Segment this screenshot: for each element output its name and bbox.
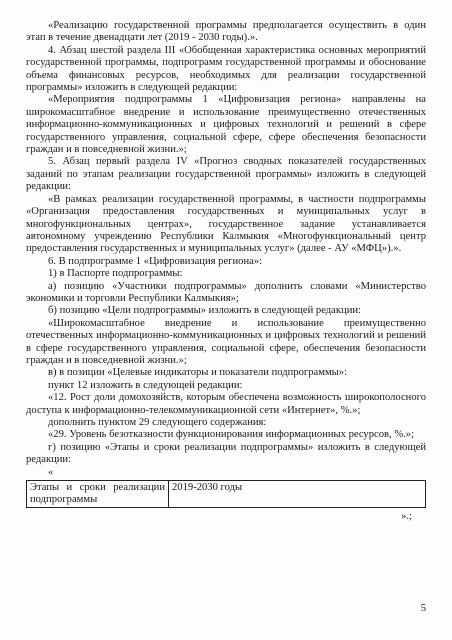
paragraph-add-point-29: дополнить пунктом 29 следующего содержания: <box>48 417 267 428</box>
paragraph-sub-a: а) позицию «Участники подпрограммы» дополнить словами «Министерство экономики и торговли Республики Калмыкия»; <box>26 280 426 304</box>
paragraph-item-6: 6. В подпрограмме 1 «Цифровизация региона»: <box>48 255 263 267</box>
paragraph-sub-b: б) позицию «Цели подпрограммы» изложить в следующей редакции: <box>48 305 361 317</box>
table-label-cell: Этапы и сроки реализации подпрограммы <box>27 480 169 508</box>
paragraph-item-4: 4. Абзац шестой раздела III «Обобщенная характеристика основных мероприятий государственной программы, подпрограмм государственной программы и обоснование объема финансовых ресурсов, необходимых для реализации государственной программы» изложить в следующей редакции: <box>26 44 426 94</box>
paragraph-sub-g: г) позицию «Этапы и сроки реализации подпрограммы» изложить в следующей редакции: <box>26 441 426 466</box>
opening-quote: « <box>48 466 54 478</box>
paragraph-sub-v: в) в позиции «Целевые индикаторы и показатели подпрограммы»: <box>48 367 348 379</box>
paragraph-implementation-period: «Реализацию государственной программы предполагается осуществить в один этап в течение двенадцати лет (2019 - 2030 годы).». <box>26 20 426 44</box>
paragraph-sub-b-text: «Широкомасштабное внедрение и использование преимущественно отечественных информационно-коммуникационных и цифровых технологий и решений в сфере государственного управления, социальной сфере, обеспечения безопасности граждан и в повседневной жизни.»; <box>26 317 426 366</box>
paragraph-point-12-text: «12. Рост доли домохозяйств, которым обеспечена возможность широкополосного доступа к информационно-телекоммуникационной сети «Интернет», %.»; <box>26 392 426 416</box>
paragraph-item-5: 5. Абзац первый раздела IV «Прогноз сводных показателей государственных заданий по этапам реализации государственной программы» изложить в следующей редакции: <box>26 156 426 193</box>
paragraph-point-12: пункт 12 изложить в следующей редакции: <box>48 379 243 391</box>
table-row <box>27 480 426 508</box>
table-value-cell: 2019-2030 годы <box>169 480 426 508</box>
paragraph-point-29-text: «29. Уровень безотказности функционирования информационных ресурсов, %.»; <box>48 429 415 441</box>
paragraph-item-5-text: «В рамках реализации государственной программы, в частности подпрограммы «Организация предоставления государственных и муниципальных услуг в многофункциональных центрах», государственное задание устанавливается автономному учреждению Республики Калмыкия «Многофункциональный центр предоставления государственных и муниципальных услуг» (далее - АУ «МФЦ»).». <box>26 193 426 255</box>
closing-quote: ».; <box>401 511 412 523</box>
stages-table <box>26 480 426 509</box>
page-number: 5 <box>420 603 426 614</box>
paragraph-item-4-text: «Мероприятия подпрограммы 1 «Цифровизация региона» направлены на широкомасштабное внедрение и использование преимущественно отечественных информационно-коммуникационных и цифровых технологий и решений в сфере государственного управления, социальной сфере, сфере обеспечения безопасности граждан и в повседневной жизни.»; <box>26 94 426 156</box>
paragraph-passport: 1) в Паспорте подпрограммы: <box>48 268 183 280</box>
